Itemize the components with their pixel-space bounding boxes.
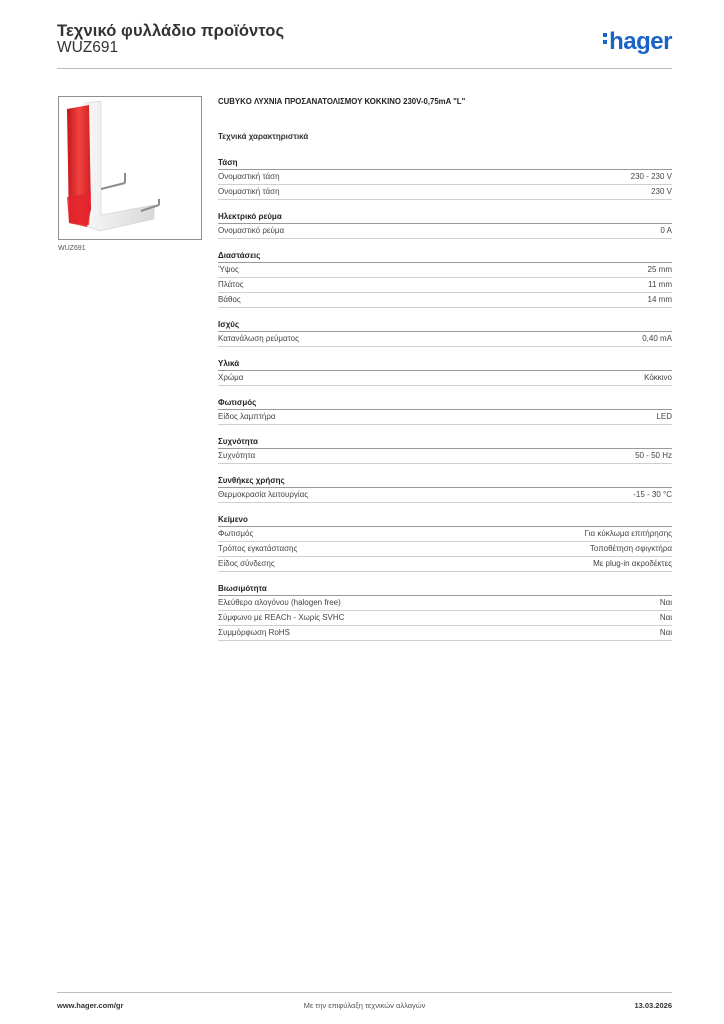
spec-value: Για κύκλωμα επιτήρησης xyxy=(584,529,672,538)
spec-row xyxy=(218,527,672,542)
section-heading: Τεχνικά χαρακτηριστικά xyxy=(218,132,309,141)
spec-group-title: Ισχύς xyxy=(218,319,672,332)
spec-value: 25 mm xyxy=(647,265,672,274)
spec-label: Βάθος xyxy=(218,295,241,304)
spec-group-title: Φωτισμός xyxy=(218,397,672,410)
spec-row xyxy=(218,263,672,278)
spec-row xyxy=(218,611,672,626)
spec-value: 50 - 50 Hz xyxy=(635,451,672,460)
spec-group xyxy=(218,583,672,641)
spec-label: Χρώμα xyxy=(218,373,244,382)
spec-groups xyxy=(218,157,672,641)
page-footer xyxy=(57,992,672,1015)
footer-website: www.hager.com/gr xyxy=(57,1001,124,1010)
lamp-illustration xyxy=(59,97,201,239)
spec-label: Σύμφωνο με REACh - Χωρίς SVHC xyxy=(218,613,345,622)
spec-group-title: Τάση xyxy=(218,157,672,170)
spec-value: Κόκκινο xyxy=(644,373,672,382)
footer-notice: Με την επιφύλαξη τεχνικών αλλαγών xyxy=(303,1001,426,1010)
spec-row xyxy=(218,626,672,641)
spec-group-title: Υλικά xyxy=(218,358,672,371)
spec-row xyxy=(218,557,672,572)
spec-label: Συμμόρφωση RoHS xyxy=(218,628,290,637)
spec-group-title: Βιωσιμότητα xyxy=(218,583,672,596)
spec-value: 14 mm xyxy=(647,295,672,304)
spec-row xyxy=(218,332,672,347)
spec-group xyxy=(218,397,672,425)
product-code: WUZ691 xyxy=(57,39,119,56)
spec-label: Συχνότητα xyxy=(218,451,256,460)
spec-value: 11 mm xyxy=(648,280,672,289)
document-title: Τεχνικό φυλλάδιο προϊόντος xyxy=(57,22,285,40)
spec-label: Ύψος xyxy=(218,265,239,274)
spec-label: Ελεύθερο αλογόνου (halogen free) xyxy=(218,598,341,607)
spec-group-title: Ηλεκτρικό ρεύμα xyxy=(218,211,672,224)
spec-value: Ναι xyxy=(659,628,672,637)
spec-group xyxy=(218,358,672,386)
spec-row xyxy=(218,224,672,239)
spec-group-title: Συχνότητα xyxy=(218,436,672,449)
spec-group-title: Κείμενο xyxy=(218,514,672,527)
spec-label: Πλάτος xyxy=(218,280,244,289)
spec-value: Τοποθέτηση σφιγκτήρα xyxy=(589,544,672,553)
logo-dots-icon xyxy=(603,30,608,47)
spec-value: -15 - 30 °C xyxy=(633,490,672,499)
spec-value: 0 A xyxy=(660,226,672,235)
spec-value: Ναι xyxy=(659,598,672,607)
spec-group xyxy=(218,211,672,239)
spec-label: Φωτισμός xyxy=(218,529,254,538)
spec-group-title: Διαστάσεις xyxy=(218,250,672,263)
spec-row xyxy=(218,449,672,464)
hager-logo xyxy=(603,28,672,56)
spec-label: Ονομαστική τάση xyxy=(218,187,280,196)
spec-row xyxy=(218,293,672,308)
spec-label: Είδος λαμπτήρα xyxy=(218,412,276,421)
spec-label: Είδος σύνδεσης xyxy=(218,559,275,568)
spec-label: Κατανάλωση ρεύματος xyxy=(218,334,299,343)
spec-row xyxy=(218,278,672,293)
image-caption: WUZ691 xyxy=(58,245,86,252)
spec-group xyxy=(218,319,672,347)
spec-group xyxy=(218,250,672,308)
product-image xyxy=(58,96,202,240)
spec-value: LED xyxy=(656,412,672,421)
spec-group xyxy=(218,436,672,464)
spec-row xyxy=(218,170,672,185)
spec-row xyxy=(218,488,672,503)
spec-value: 230 - 230 V xyxy=(630,172,672,181)
spec-value: 0,40 mA xyxy=(642,334,672,343)
spec-row xyxy=(218,410,672,425)
spec-group-title: Συνθήκες χρήσης xyxy=(218,475,672,488)
spec-row xyxy=(218,596,672,611)
page-header xyxy=(57,20,672,69)
spec-label: Θερμοκρασία λειτουργίας xyxy=(218,490,309,499)
spec-group xyxy=(218,157,672,200)
spec-value: 230 V xyxy=(651,187,672,196)
product-description: CUBYKO ΛΥΧΝΙΑ ΠΡΟΣΑΝΑΤΟΛΙΣΜΟΥ ΚΟΚΚΙΝΟ 230V-0,75mA "L" xyxy=(218,97,466,106)
spec-group xyxy=(218,475,672,503)
logo-text: hager xyxy=(609,28,672,55)
spec-row xyxy=(218,371,672,386)
spec-row xyxy=(218,542,672,557)
footer-date: 13.03.2026 xyxy=(634,1001,672,1010)
spec-group xyxy=(218,514,672,572)
spec-label: Τρόπος εγκατάστασης xyxy=(218,544,298,553)
spec-label: Ονομαστικό ρεύμα xyxy=(218,226,285,235)
spec-label: Ονομαστική τάση xyxy=(218,172,280,181)
spec-content xyxy=(218,96,672,641)
spec-value: Ναι xyxy=(659,613,672,622)
spec-row xyxy=(218,185,672,200)
spec-value: Με plug-in ακροδέκτες xyxy=(593,559,672,568)
